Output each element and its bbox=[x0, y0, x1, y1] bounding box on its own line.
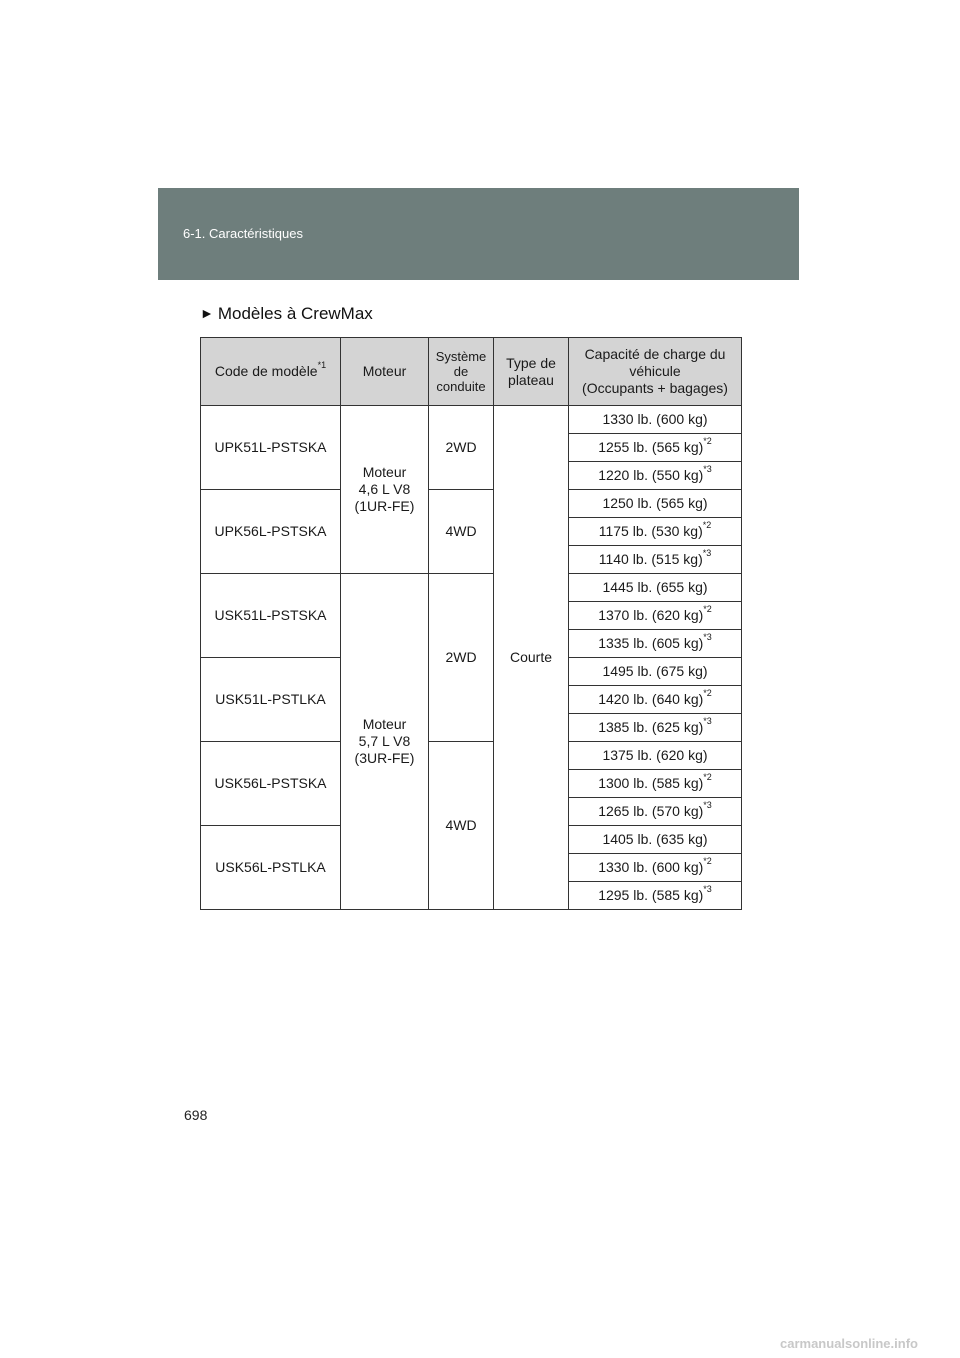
capacity-cell: 1420 lb. (640 kg)$^{*2}$ bbox=[569, 686, 742, 714]
header-bed-type: Type de plateau bbox=[494, 338, 569, 406]
subheading bbox=[200, 304, 373, 324]
model-code-cell: USK51L-PSTLKA bbox=[201, 658, 341, 742]
section-title: 6-1. Caractéristiques bbox=[183, 226, 303, 241]
capacity-cell: 1405 lb. (635 kg) bbox=[569, 826, 742, 854]
capacity-cell: 1330 lb. (600 kg)$^{*2}$ bbox=[569, 854, 742, 882]
table-row bbox=[201, 574, 742, 602]
capacity-cell: 1330 lb. (600 kg) bbox=[569, 406, 742, 434]
table-row bbox=[201, 742, 742, 770]
table-row bbox=[201, 490, 742, 518]
header-engine: Moteur bbox=[341, 338, 429, 406]
capacity-cell: 1295 lb. (585 kg)$^{*3}$ bbox=[569, 882, 742, 910]
drive-cell: 2WD bbox=[429, 406, 494, 490]
footnote-marker: *1 bbox=[317, 360, 327, 371]
watermark[interactable]: carmanualsonline.info bbox=[780, 1336, 918, 1351]
model-code-cell: USK56L-PSTLKA bbox=[201, 826, 341, 910]
capacity-cell: 1495 lb. (675 kg) bbox=[569, 658, 742, 686]
header-model-code: Code de modèle$^{*1}$ bbox=[201, 338, 341, 406]
triangle-marker-icon: ► bbox=[200, 305, 214, 321]
engine-cell: Moteur 5,7 L V8 (3UR-FE) bbox=[341, 574, 429, 910]
header-band bbox=[158, 188, 799, 280]
capacity-cell: 1140 lb. (515 kg)$^{*3}$ bbox=[569, 546, 742, 574]
table-row bbox=[201, 406, 742, 434]
capacity-cell: 1445 lb. (655 kg) bbox=[569, 574, 742, 602]
capacity-cell: 1375 lb. (620 kg) bbox=[569, 742, 742, 770]
capacity-cell: 1220 lb. (550 kg)$^{*3}$ bbox=[569, 462, 742, 490]
load-capacity-table bbox=[200, 337, 742, 910]
capacity-cell: 1370 lb. (620 kg)$^{*2}$ bbox=[569, 602, 742, 630]
table-header-row bbox=[201, 338, 742, 406]
model-code-cell: USK56L-PSTSKA bbox=[201, 742, 341, 826]
header-drive-system: Système de conduite bbox=[429, 338, 494, 406]
bed-type-cell: Courte bbox=[494, 406, 569, 910]
subheading-text: Modèles à CrewMax bbox=[217, 304, 373, 323]
model-code-cell: UPK51L-PSTSKA bbox=[201, 406, 341, 490]
capacity-cell: 1385 lb. (625 kg)$^{*3}$ bbox=[569, 714, 742, 742]
capacity-cell: 1300 lb. (585 kg)$^{*2}$ bbox=[569, 770, 742, 798]
capacity-cell: 1265 lb. (570 kg)$^{*3}$ bbox=[569, 798, 742, 826]
header-load-capacity: Capacité de charge du véhicule (Occupants + bagages) bbox=[569, 338, 742, 406]
drive-cell: 4WD bbox=[429, 490, 494, 574]
page-number: 698 bbox=[184, 1107, 208, 1123]
drive-cell: 4WD bbox=[429, 742, 494, 910]
drive-cell: 2WD bbox=[429, 574, 494, 742]
model-code-cell: UPK56L-PSTSKA bbox=[201, 490, 341, 574]
model-code-cell: USK51L-PSTSKA bbox=[201, 574, 341, 658]
capacity-cell: 1175 lb. (530 kg)$^{*2}$ bbox=[569, 518, 742, 546]
capacity-cell: 1255 lb. (565 kg)$^{*2}$ bbox=[569, 434, 742, 462]
capacity-cell: 1250 lb. (565 kg) bbox=[569, 490, 742, 518]
engine-cell: Moteur 4,6 L V8 (1UR-FE) bbox=[341, 406, 429, 574]
capacity-cell: 1335 lb. (605 kg)$^{*3}$ bbox=[569, 630, 742, 658]
